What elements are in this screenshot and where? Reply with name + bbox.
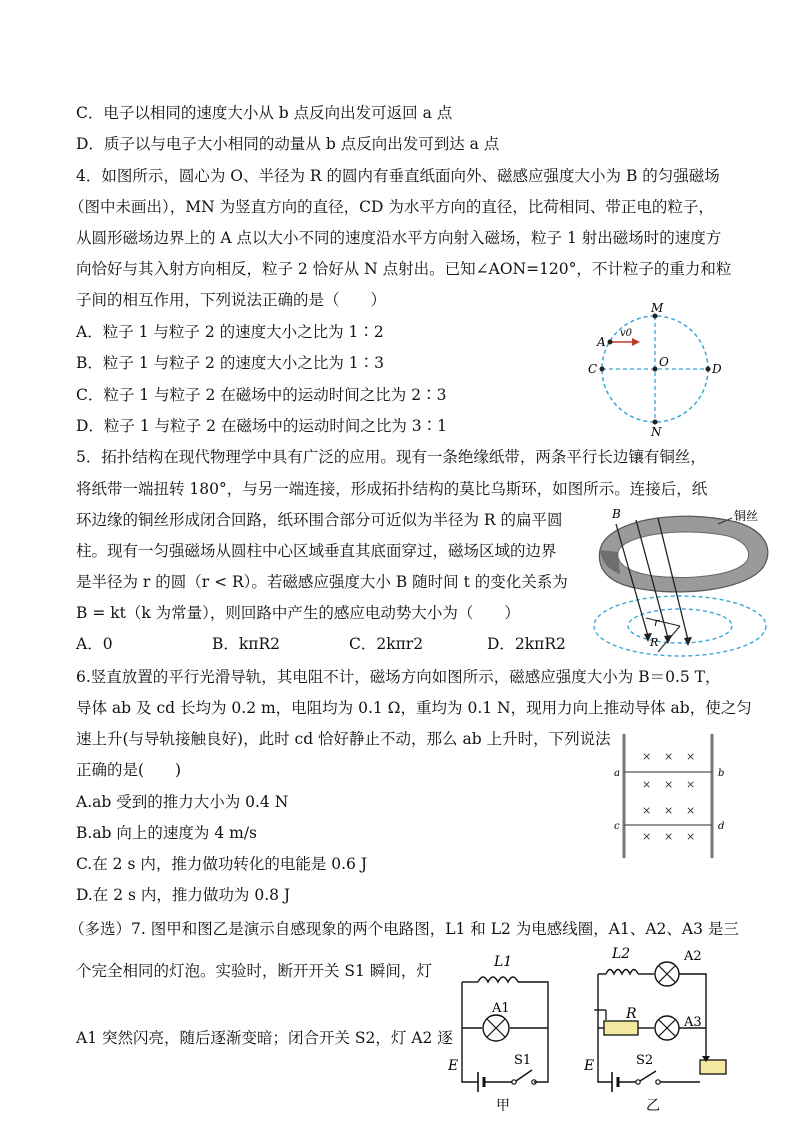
q4-stem-line-2: （图中未画出），MN 为竖直方向的直径，CD 为水平方向的直径，比荷相同、带正电的粒子， <box>69 198 714 216</box>
label-n: N <box>651 425 662 438</box>
q4-option-a: A．粒子 1 与粒子 2 的速度大小之比为 1∶2 <box>76 323 384 341</box>
label-o: O <box>659 355 669 369</box>
q6-stem-line-4: 正确的是( ) <box>76 761 182 779</box>
q7-circuit-jia <box>438 938 568 1118</box>
svg-text:×: × <box>686 830 696 843</box>
label-yi: 乙 <box>646 1098 660 1114</box>
svg-text:×: × <box>686 778 696 791</box>
q4-stem-line-3: 从圆形磁场边界上的 A 点以大小不同的速度沿水平方向射入磁场，粒子 1 射出磁场时的速度方 <box>76 229 722 247</box>
point-n <box>653 420 658 425</box>
q6-option-d: D.在 2 s 内，推力做功为 0.8 J <box>76 886 291 904</box>
q7-stem-line-2: 个完全相同的灯泡。实验时，断开开关 S1 瞬间，灯 <box>76 962 432 980</box>
label-d: D <box>712 362 722 376</box>
label-d: d <box>718 821 725 832</box>
label-e2: E <box>584 1058 595 1074</box>
label-s2: S2 <box>636 1053 654 1068</box>
q5-stem-line-5: 是半径为 r 的圆（r < R）。若磁感应强度大小 B 随时间 t 的变化关系为 <box>76 573 568 591</box>
v0-arrowhead <box>632 338 640 346</box>
q5-stem-line-6: B = kt（k 为常量），则回路中产生的感应电动势大小为（ ） <box>76 604 520 622</box>
svg-text:×: × <box>664 750 674 763</box>
label-a: A <box>597 335 606 349</box>
label-a2: A2 <box>684 949 702 964</box>
label-s1: S1 <box>514 1053 532 1068</box>
label-a1: A1 <box>492 1001 510 1016</box>
q6-rails-figure <box>614 730 734 860</box>
q7-circuit-yi <box>584 938 734 1118</box>
inductor-l1 <box>478 977 518 982</box>
q6-stem-line-1: 6.竖直放置的平行光滑导轨，其电阻不计，磁场方向如图所示，磁感应强度大小为 B＝0.5 T， <box>76 668 721 686</box>
q4-option-d: D．粒子 1 与粒子 2 在磁场中的运动时间之比为 3∶1 <box>76 417 448 435</box>
label-r: r <box>654 616 660 629</box>
q6-option-a: A.ab 受到的推力大小为 0.4 N <box>76 793 289 811</box>
field-markers <box>642 750 695 843</box>
label-wire: 铜丝 <box>734 509 759 523</box>
field-arrow-3 <box>684 637 692 646</box>
label-a: a <box>614 768 620 779</box>
label-r: R <box>626 1006 637 1022</box>
point-c <box>600 367 605 372</box>
q5-stem-line-2: 将纸带一端扭转 180°，与另一端连接，形成拓扑结构的莫比乌斯环，如图所示。连接后，纸 <box>76 480 708 498</box>
point-a <box>608 340 613 345</box>
label-e: E <box>448 1058 459 1074</box>
svg-text:×: × <box>664 778 674 791</box>
label-b: B <box>612 507 621 521</box>
svg-text:×: × <box>642 750 652 763</box>
switch-s2 <box>640 1071 656 1081</box>
q5-mobius-figure <box>588 500 778 660</box>
switch-s1 <box>516 1070 532 1081</box>
svg-text:×: × <box>686 750 696 763</box>
svg-text:×: × <box>664 830 674 843</box>
q5-option-d: D．2kπR2 <box>487 635 566 653</box>
q5-stem-line-4: 柱。现有一匀强磁场从圆柱中心区域垂直其底面穿过，磁场区域的边界 <box>76 542 557 560</box>
label-c: C <box>588 362 598 376</box>
label-a3: A3 <box>684 1015 702 1030</box>
label-m: M <box>651 301 664 315</box>
point-d <box>706 367 711 372</box>
q5-option-a: A．0 <box>76 635 113 653</box>
label-jia: 甲 <box>496 1098 510 1114</box>
mobius-band-inner <box>618 532 749 577</box>
label-big-r: R <box>650 636 659 649</box>
q6-stem-line-3: 速上升(与导轨接触良好)，此时 cd 恰好静止不动，那么 ab 上升时，下列说法 <box>76 730 611 748</box>
q5-stem-line-1: 5．拓扑结构在现代物理学中具有广泛的应用。现有一条绝缘纸带，两条平行长边镶有铜丝， <box>76 448 706 466</box>
q3-option-d: D．质子以与电子大小相同的动量从 b 点反向出发可到达 a 点 <box>76 135 500 153</box>
q4-option-b: B．粒子 1 与粒子 2 的速度大小之比为 1∶3 <box>76 354 384 372</box>
svg-text:×: × <box>642 778 652 791</box>
q7-stem-line-3: A1 突然闪亮，随后逐渐变暗；闭合开关 S2，灯 A2 逐 <box>76 1029 453 1047</box>
q4-option-c: C．粒子 1 与粒子 2 在磁场中的运动时间之比为 2∶3 <box>76 386 447 404</box>
q6-option-c: C.在 2 s 内，推力做功转化的电能是 0.6 J <box>76 855 368 873</box>
label-l2: L2 <box>612 946 631 962</box>
q4-stem-line-1: 4．如图所示，圆心为 O、半径为 R 的圆内有垂直纸面向外、磁感应强度大小为 B 的匀强磁场 <box>76 167 720 185</box>
q5-option-c: C．2kπr2 <box>349 635 424 653</box>
q4-circle-figure <box>580 298 730 438</box>
svg-text:×: × <box>686 804 696 817</box>
label-l1: L1 <box>494 954 513 970</box>
q6-option-b: B.ab 向上的速度为 4 m/s <box>76 824 257 842</box>
q4-stem-line-5: 子间的相互作用，下列说法正确的是（ ） <box>76 291 387 309</box>
resistor-r <box>604 1021 638 1035</box>
svg-text:×: × <box>642 830 652 843</box>
point-o <box>653 367 658 372</box>
label-v0: v0 <box>620 328 633 339</box>
label-c: c <box>614 821 620 832</box>
q3-option-c: C．电子以相同的速度大小从 b 点反向出发可返回 a 点 <box>76 104 453 122</box>
q5-option-b: B．kπR2 <box>212 635 281 653</box>
label-b: b <box>718 768 725 779</box>
inductor-l2 <box>606 970 638 975</box>
svg-text:×: × <box>664 804 674 817</box>
q4-stem-line-4: 向恰好与其入射方向相反，粒子 2 恰好从 N 点射出。已知∠AON=120°，不计粒子的重力和粒 <box>76 260 732 278</box>
q5-stem-line-3: 环边缘的铜丝形成闭合回路，纸环围合部分可近似为半径为 R 的扁平圆 <box>76 511 563 529</box>
q6-stem-line-2: 导体 ab 及 cd 长均为 0.2 m，电阻均为 0.1 Ω，重均为 0.1 N，现用力向上推动导体 ab，使之匀 <box>76 699 752 717</box>
svg-text:×: × <box>642 804 652 817</box>
rheostat <box>700 1060 726 1074</box>
radius-big-r-line <box>658 626 680 652</box>
q7-stem-line-1: （多选）7. 图甲和图乙是演示自感现象的两个电路图，L1 和 L2 为电感线圈，A1、A2、A3 是三 <box>69 920 739 938</box>
